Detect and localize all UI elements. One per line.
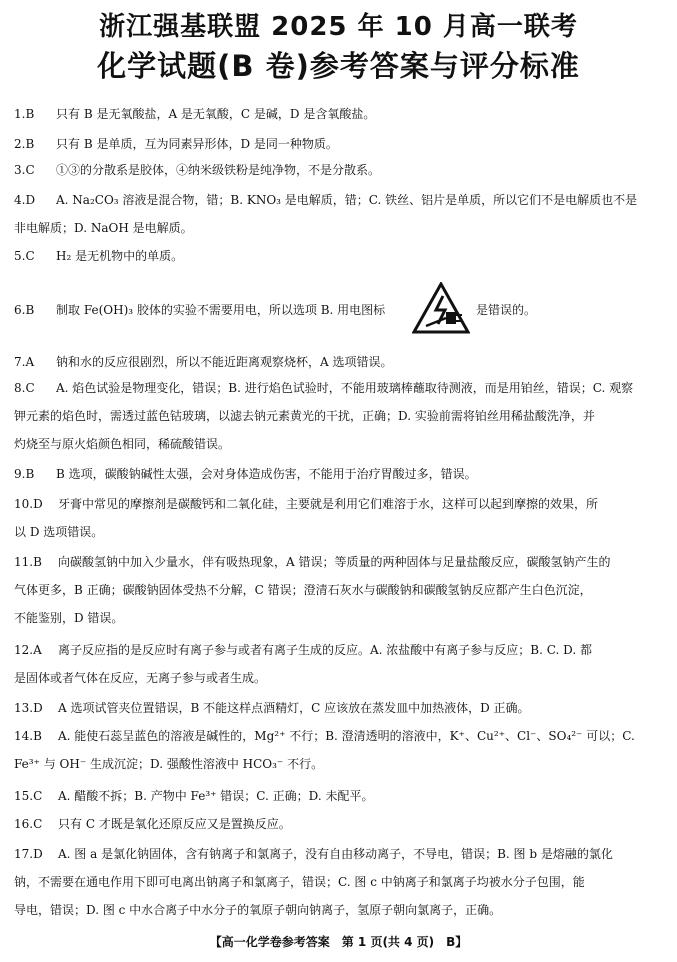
answer-first-line — [14, 494, 598, 514]
answer-explanation: 只有 B 是单质，互为同素异形体，D 是同一种物质。 — [56, 137, 338, 151]
answer-first-line — [14, 134, 338, 154]
electricity-warning-icon — [412, 282, 470, 334]
answer-continuation-line: 气体更多，B 正确；碳酸钠固体受热不分解，C 错误；澄清石灰水与碳酸钠和碳酸氢钠反应都产生白色沉淀， — [14, 583, 592, 597]
answer-explanation: A. 能使石蕊呈蓝色的溶液是碱性的，Mg²⁺ 不行；B. 澄清透明的溶液中，K⁺、Cu²⁺、Cl⁻、SO₄²⁻ 可以；C. — [58, 729, 635, 743]
answer-continuation-line: 不能鉴别，D 错误。 — [14, 611, 124, 625]
answer-first-line — [14, 844, 613, 864]
page-title: 浙江强基联盟 2025 年 10 月高一联考 — [99, 12, 578, 42]
answer-number: 8.C — [14, 381, 35, 395]
answer-number: 9.B — [14, 467, 35, 481]
answer-number: 13.D — [14, 701, 43, 715]
answer-first-line — [14, 104, 375, 124]
answer-explanation: 离子反应指的是反应时有离子参与或者有离子生成的反应。A. 浓盐酸中有离子参与反应；B. C. D. 都 — [58, 643, 592, 657]
answer-first-line — [14, 160, 380, 180]
answer-continuation-line: 以 D 选项错误。 — [14, 525, 104, 539]
answer-explanation: H₂ 是无机物中的单质。 — [56, 249, 184, 263]
answer-number: 17.D — [14, 847, 43, 861]
answer-explanation: 只有 B 是无氧酸盐，A 是无氧酸，C 是碱，D 是含氧酸盐。 — [56, 107, 376, 121]
answer-continuation-line: 非电解质；D. NaOH 是电解质。 — [14, 221, 193, 235]
answer-continuation-line: Fe³⁺ 与 OH⁻ 生成沉淀；D. 强酸性溶液中 HCO₃⁻ 不行。 — [14, 757, 324, 771]
answer-explanation: 向碳酸氢钠中加入少量水，伴有吸热现象，A 错误；等质量的两种固体与足量盐酸反应，碳酸氢钠产生的 — [58, 555, 611, 569]
answer-explanation: 钠和水的反应很剧烈，所以不能近距离观察烧杯，A 选项错误。 — [56, 355, 393, 369]
answer-6-suffix: 是错误的。 — [476, 303, 537, 317]
answer-explanation: A. 焰色试验是物理变化，错误；B. 进行焰色试验时，不能用玻璃棒蘸取待测液，而是用铂丝，错误；C. 观察 — [56, 381, 634, 395]
answer-first-line — [14, 246, 183, 266]
answer-explanation: 制取 Fe(OH)₃ 胶体的实验不需要用电，所以选项 B. 用电图标 — [56, 303, 386, 317]
answer-number: 14.B — [14, 729, 42, 743]
page-subtitle: 化学试题(B 卷)参考答案与评分标准 — [97, 49, 580, 83]
answer-explanation: A. Na₂CO₃ 溶液是混合物，错；B. KNO₃ 是电解质，错；C. 铁丝、铝片是单质，所以它们不是电解质也不是 — [56, 193, 638, 207]
answer-number: 1.B — [14, 107, 35, 121]
answer-number: 10.D — [14, 497, 43, 511]
answer-continuation-line: 钾元素的焰色时，需透过蓝色钴玻璃，以滤去钠元素黄光的干扰，正确；D. 实验前需将铂丝用稀盐酸洗净，并 — [14, 409, 595, 423]
answer-number: 6.B — [14, 303, 35, 317]
answer-explanation: 牙膏中常见的摩擦剂是碳酸钙和二氧化硅，主要就是利用它们难溶于水，这样可以起到摩擦的效果，所 — [58, 497, 599, 511]
answer-number: 2.B — [14, 137, 35, 151]
answer-first-line — [14, 190, 637, 210]
answer-continuation-line: 导电，错误；D. 图 c 中水合离子中水分子的氧原子朝向钠离子，氢原子朝向氯离子，正确。 — [14, 903, 502, 917]
answer-first-line — [14, 726, 635, 746]
page-footer: 【高一化学卷参考答案 第 1 页(共 4 页) B】 — [209, 935, 468, 949]
answer-number: 11.B — [14, 555, 42, 569]
answer-number: 3.C — [14, 163, 35, 177]
answer-number: 4.D — [14, 193, 36, 207]
answer-first-line — [14, 814, 291, 834]
answer-first-line — [14, 640, 592, 660]
answer-first-line — [14, 352, 392, 372]
answer-explanation: A 选项试管夹位置错误，B 不能这样点酒精灯，C 应该放在蒸发皿中加热液体，D 正确。 — [58, 701, 530, 715]
answer-explanation: B 选项，碳酸钠碱性太强，会对身体造成伤害，不能用于治疗胃酸过多，错误。 — [56, 467, 477, 481]
answer-first-line — [14, 464, 477, 484]
answer-first-line — [14, 300, 385, 320]
answer-first-line — [14, 378, 633, 398]
answer-number: 15.C — [14, 789, 43, 803]
answer-number: 5.C — [14, 249, 35, 263]
answer-first-line — [14, 786, 374, 806]
answer-continuation-line: 是固体或者气体在反应，无离子参与或者生成。 — [14, 671, 267, 685]
answer-explanation: ①③的分散系是胶体，④纳米级铁粉是纯净物，不是分散系。 — [56, 163, 381, 177]
answer-explanation: 只有 C 才既是氧化还原反应又是置换反应。 — [58, 817, 291, 831]
answer-first-line — [14, 698, 530, 718]
answer-explanation: A. 醋酸不拆；B. 产物中 Fe³⁺ 错误；C. 正确；D. 未配平。 — [58, 789, 374, 803]
answer-continuation-line: 灼烧至与原火焰颜色相同，稀硫酸错误。 — [14, 437, 231, 451]
answer-continuation-line: 钠，不需要在通电作用下即可电离出钠离子和氯离子，错误；C. 图 c 中钠离子和氯离子均被水分子包围，能 — [14, 875, 585, 889]
answer-number: 12.A — [14, 643, 42, 657]
answer-explanation: A. 图 a 是氯化钠固体，含有钠离子和氯离子，没有自由移动离子，不导电，错误；B. 图 b 是熔融的氯化 — [58, 847, 613, 861]
answer-number: 16.C — [14, 817, 43, 831]
answer-first-line — [14, 552, 611, 572]
answer-number: 7.A — [14, 355, 35, 369]
